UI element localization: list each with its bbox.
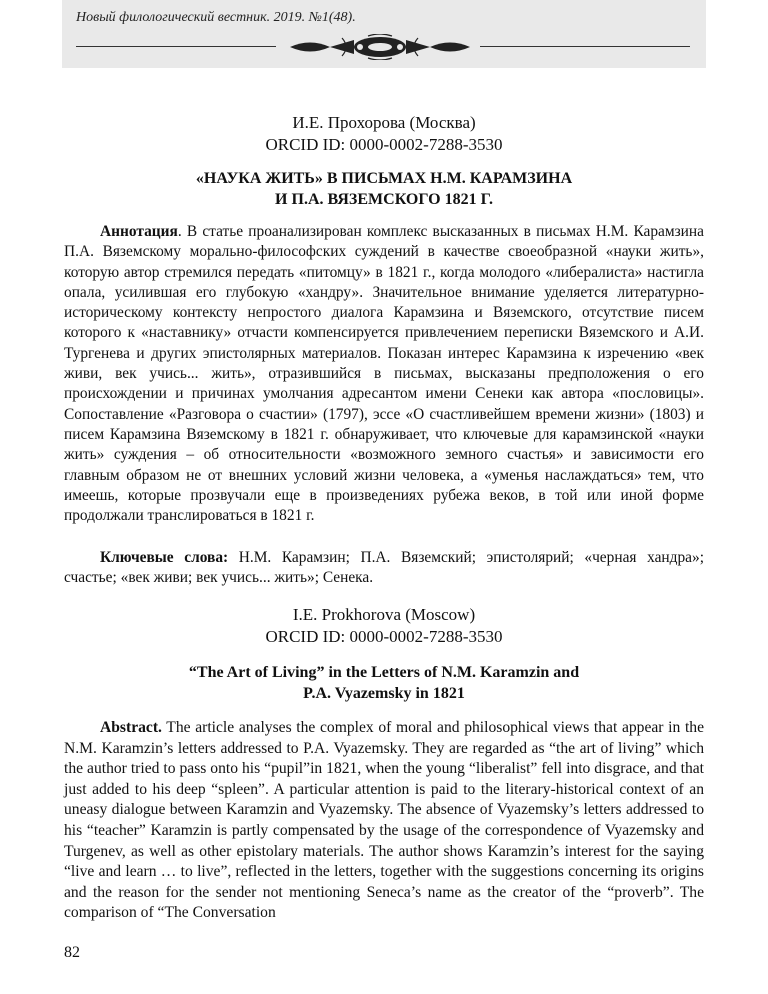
author-ru: И.Е. Прохорова (Москва): [292, 113, 476, 132]
author-en: I.E. Prokhorova (Moscow): [292, 605, 476, 624]
journal-title: Новый филологический вестник. 2019. №1(48).: [76, 10, 356, 25]
ornament-icon: [290, 34, 470, 60]
title-en-line2: P.A. Vyazemsky in 1821: [303, 685, 465, 702]
page-number: 82: [64, 944, 80, 961]
title-en-line1: “The Art of Living” in the Letters of N.M. Karamzin and: [188, 664, 580, 681]
abstract-en: [64, 718, 704, 924]
abstract-ru: [64, 222, 704, 526]
abstract-ru-label: Аннотация: [100, 223, 178, 240]
journal-header: [62, 0, 706, 68]
abstract-en-label: Abstract.: [100, 719, 162, 736]
abstract-en-text: The article analyses the complex of moral and philosophical views that appear in the N.M. Karamzin’s letters addressed to P.A. Vyazemsky. They are regarded as “the art of living” which the author tried to pass onto his “pupil”in 1821, when the young “liberalist” fell into disgrace, and that just added to his deep “spleen”. A particular attention is paid to the literary-historical context of an uneasy dialogue between Karamzin and Vyazemsky. The absence of Vyazemsky’s letters addressed to his “teacher” Karamzin is partly compensated by the usage of the correspondence of Vyazemsky and Turgenev, as well as other epistolary materials. The author shows Karamzin’s interest for the saying “live and learn … to live”, reflected in the letters, together with the suggestions concerning its origins and the reason for the sender not mentioning Seneca’s name as the creator of the “proverb”. The comparison of “The Conversation: [64, 719, 704, 922]
keywords-ru-label: Ключевые слова:: [100, 549, 229, 566]
header-rule-right: [480, 46, 690, 47]
header-rule-left: [76, 46, 276, 47]
keywords-ru: [64, 548, 704, 589]
orcid-ru: ORCID ID: 0000-0002-7288-3530: [265, 135, 503, 154]
title-ru-line2: И П.А. ВЯЗЕМСКОГО 1821 Г.: [275, 191, 493, 208]
title-ru-line1: «НАУКА ЖИТЬ» В ПИСЬМАХ Н.М. КАРАМЗИНА: [195, 170, 573, 187]
abstract-ru-text: . В статье проанализирован комплекс высказанных в письмах Н.М. Карамзина П.А. Вяземскому морально-философских суждений в качестве своеобразной «науки жить», которую автор стремился передать «питомцу» в 1821 г., когда молодого «либералиста» настигла опала, усилившая его глубокую «хандру». Значительное внимание уделяется литературно-историческому контексту непростого диалога Карамзина и Вяземского, отсутствие писем которого к «наставнику» отчасти компенсируется привлечением переписки Вяземского и А.И. Тургенева и других эпистолярных материалов. Показан интерес Карамзина к изречению «век живи, век учись... жить», отразившийся в письмах, высказаны предположения о его происхождении и причинах умолчания адресантом имени Сенеки как автора «пословицы». Сопоставление «Разговора о счастии» (1797), эссе «О счастливейшем времени жизни» (1803) и писем Карамзина Вяземскому в 1821 г. обнаруживает, что ключевые для карамзинской «науки жить» суждения – об относительности «возможного земного счастья» и зависимости его главным образом не от внешних условий жизни человека, а «уменья наслаждаться» тем, что имеешь, которые прозвучали еще в произведениях рубежа веков, в той или иной форме продолжали транслироваться в 1821 г.: [64, 223, 704, 525]
orcid-en: ORCID ID: 0000-0002-7288-3530: [265, 627, 503, 646]
keywords-ru-text: Н.М. Карамзин; П.А. Вяземский; эпистолярий; «черная хандра»; счастье; «век живи; век учись... жить»; Сенека.: [64, 549, 704, 587]
